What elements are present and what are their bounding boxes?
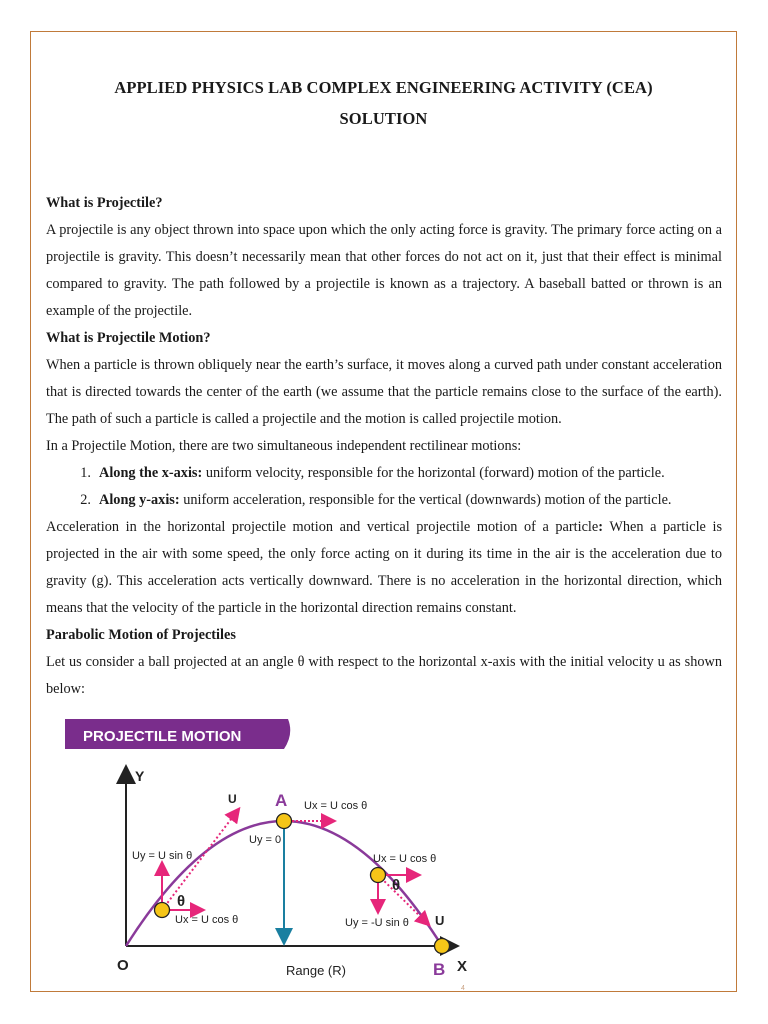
document-subtitle: SOLUTION [339, 109, 428, 128]
landing-point-label: B [433, 960, 446, 979]
projectile-motion-figure [62, 714, 482, 984]
acceleration-colon: : [598, 519, 604, 535]
ball-descent [371, 868, 386, 883]
page-number: 4 [461, 985, 465, 992]
descent-uy-label: Uy = -U sin θ [345, 917, 409, 929]
paragraph-projectile: A projectile is any object thrown into space upon which the only acting force is gravity. The primary force acting on a projectile is gravity. This doesn’t necessarily mean that other forces do not act on it, just that their effect is minimal compared to gravity. The path followed by a projectile is known as a trajectory. A baseball batted or thrown is an example of the projectile. [46, 222, 722, 319]
launch-velocity-label: U [228, 792, 237, 806]
section-heading-projectile-motion: What is Projectile Motion? [46, 330, 211, 346]
apex-uy-label: Uy = 0 [249, 834, 282, 846]
list-number: 2. [80, 492, 91, 508]
launch-angle-label: θ [177, 893, 186, 910]
list-item-text: uniform velocity, responsible for the horizontal (forward) motion of the particle. [202, 465, 665, 481]
x-axis-label: X [457, 958, 468, 975]
list-item-bold: Along y-axis: [99, 492, 180, 508]
descent-ux-label: Ux = U cos θ [373, 853, 437, 865]
origin-label: O [117, 957, 129, 974]
list-item [46, 487, 722, 514]
range-label: Range (R) [286, 963, 346, 978]
acceleration-lead: Acceleration in the horizontal projectile motion and vertical projectile motion of a particle [46, 519, 599, 535]
list-item-text: uniform acceleration, responsible for the vertical (downwards) motion of the particle. [179, 492, 672, 508]
launch-uy-label: Uy = U sin θ [132, 850, 193, 862]
apex-ux-label: Ux = U cos θ [304, 800, 368, 812]
descent-velocity-label: U [435, 913, 445, 928]
document-title: APPLIED PHYSICS LAB COMPLEX ENGINEERING ACTIVITY (CEA) [114, 78, 653, 97]
descent-angle-label: θ [392, 877, 401, 894]
banner-title: PROJECTILE MOTION [83, 728, 242, 745]
ball-apex [277, 814, 292, 829]
y-axis-label: Y [135, 768, 145, 784]
section-heading-parabolic: Parabolic Motion of Projectiles [46, 627, 236, 643]
apex-point-label: A [275, 791, 288, 810]
list-item [46, 460, 722, 487]
projectile-diagram [62, 714, 482, 984]
paragraph-parabolic: Let us consider a ball projected at an angle θ with respect to the horizontal x-axis with the initial velocity u as shown below: [46, 654, 722, 697]
section-heading-projectile: What is Projectile? [46, 195, 163, 211]
launch-ux-label: Ux = U cos θ [175, 914, 239, 926]
paragraph-acceleration [46, 514, 722, 622]
acceleration-text: When a particle is projected in the air with some speed, the only force acting on it during its time in the air is the acceleration due to gravity (g). This acceleration acts vertically downward. There is no acceleration in the horizontal direction, which means that the velocity of the particle in the horizontal direction remains constant. [46, 519, 723, 616]
ball-landing [435, 939, 450, 954]
paragraph-projectile-motion: When a particle is thrown obliquely near the earth’s surface, it moves along a curved path under constant acceleration that is directed towards the center of the earth (we assume that the particle remains close to the surface of the earth). The path of such a particle is called a projectile and the motion is called projectile motion. [46, 357, 722, 427]
list-number: 1. [80, 465, 91, 481]
document-body [46, 190, 722, 703]
list-item-bold: Along the x-axis: [99, 465, 203, 481]
paragraph-motion-intro: In a Projectile Motion, there are two simultaneous independent rectilinear motions: [46, 438, 522, 454]
ball-launch [155, 903, 170, 918]
